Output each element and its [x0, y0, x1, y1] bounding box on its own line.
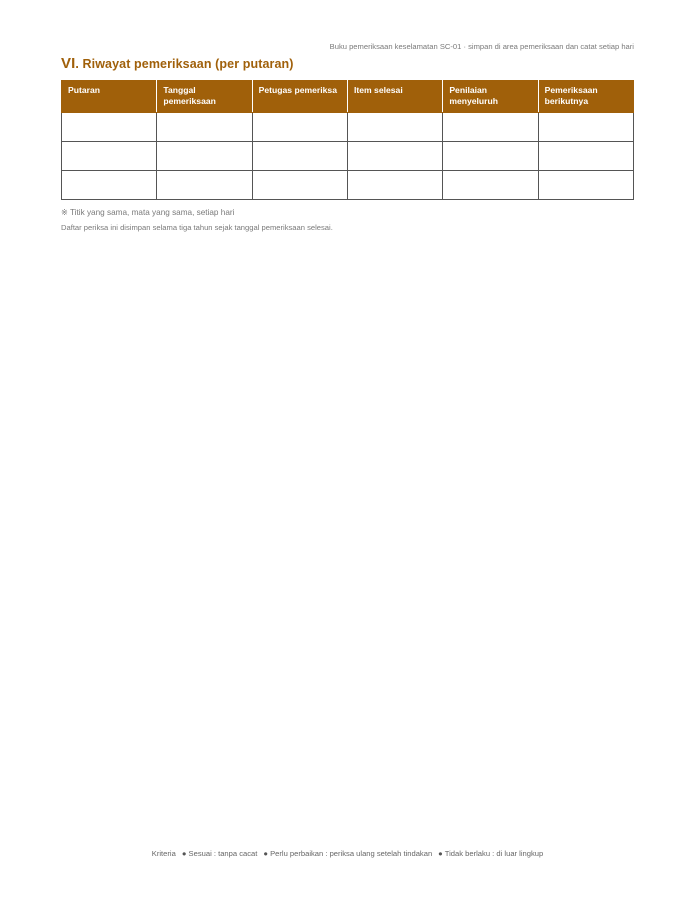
- table-cell[interactable]: [443, 171, 538, 200]
- table-cell[interactable]: [538, 113, 633, 142]
- page-header: Buku pemeriksaan keselamatan SC-01 · simpan di area pemeriksaan dan catat setiap hari: [329, 42, 634, 51]
- table-cell[interactable]: [347, 113, 442, 142]
- legend-bullet-icon: ●: [181, 849, 187, 858]
- section-title: [61, 55, 294, 72]
- table-cell[interactable]: [62, 113, 157, 142]
- section-number: VI: [61, 55, 76, 72]
- column-header-overall-rating: Penilaian menyeluruh: [443, 81, 538, 113]
- table-cell[interactable]: [252, 171, 347, 200]
- table-cell[interactable]: [157, 142, 252, 171]
- note-same-point: ※ Titik yang sama, mata yang sama, setiap hari: [61, 208, 235, 217]
- legend-bullet-icon: ●: [438, 849, 443, 858]
- table-cell[interactable]: [538, 142, 633, 171]
- column-header-inspector: Petugas pemeriksa: [252, 81, 347, 113]
- column-header-items-completed: Item selesai: [347, 81, 442, 113]
- legend-item-needs-repair: Perlu perbaikan : periksa ulang setelah tindakan: [270, 849, 433, 858]
- column-header-inspection-date: Tanggal pemeriksaan: [157, 81, 252, 113]
- table-cell[interactable]: [347, 142, 442, 171]
- inspection-history-table: [61, 80, 634, 200]
- table-cell[interactable]: [538, 171, 633, 200]
- table-row: [62, 171, 634, 200]
- table-row: [62, 113, 634, 142]
- column-header-next-inspection: Pemeriksaan berikutnya: [538, 81, 633, 113]
- table-header-row: [62, 81, 634, 113]
- table-cell[interactable]: [157, 171, 252, 200]
- criteria-legend: [0, 849, 695, 858]
- table-cell[interactable]: [62, 142, 157, 171]
- legend-label: Kriteria: [151, 849, 176, 858]
- table-cell[interactable]: [443, 113, 538, 142]
- table-cell[interactable]: [252, 142, 347, 171]
- table-cell[interactable]: [62, 171, 157, 200]
- legend-item-not-applicable: Tidak berlaku : di luar lingkup: [444, 849, 544, 858]
- column-header-round: Putaran: [62, 81, 157, 113]
- legend-item-compliant: Sesuai : tanpa cacat: [188, 849, 258, 858]
- table-cell[interactable]: [347, 171, 442, 200]
- legend-bullet-icon: ●: [263, 849, 268, 858]
- section-title-text: . Riwayat pemeriksaan (per putaran): [75, 57, 294, 71]
- table-cell[interactable]: [157, 113, 252, 142]
- table-cell[interactable]: [443, 142, 538, 171]
- note-retention: Daftar periksa ini disimpan selama tiga tahun sejak tanggal pemeriksaan selesai.: [61, 223, 333, 232]
- table-row: [62, 142, 634, 171]
- table-cell[interactable]: [252, 113, 347, 142]
